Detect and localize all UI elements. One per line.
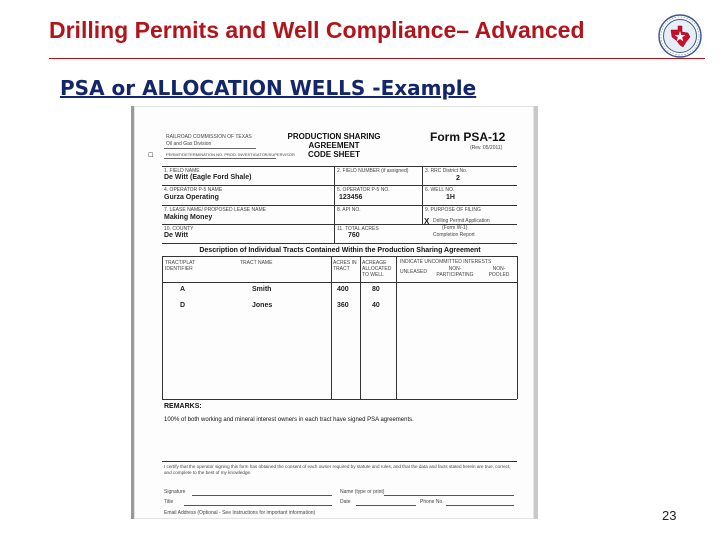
col-tract-identifier: TRACT/PLAT IDENTIFIER xyxy=(165,260,196,272)
col-uncommitted-interests: INDICATE UNCOMMITTED INTERESTS xyxy=(400,259,492,265)
tract-id-cell: D xyxy=(180,302,186,309)
remarks-label: REMARKS: xyxy=(164,403,202,410)
form-checkbox-mark: ☐ xyxy=(148,153,154,159)
field-5-label: 5. OPERATOR P-5 NO. xyxy=(337,187,390,193)
tract-allocated-cell: 80 xyxy=(372,286,380,293)
field-5-value: 123456 xyxy=(339,194,363,201)
field-1-value: De Witt (Eagle Ford Shale) xyxy=(164,174,252,181)
tract-name-cell: Jones xyxy=(252,302,273,309)
title-label: Title xyxy=(164,499,174,505)
slide-title: Drilling Permits and Well Compliance– Advanced xyxy=(49,17,585,43)
form-revision: (Rev. 05/2011) xyxy=(470,145,503,151)
field-11-value: 760 xyxy=(348,232,360,239)
field-7-value: Making Money xyxy=(164,214,213,221)
field-9-option-1: Drilling Permit Application xyxy=(433,218,490,224)
tract-id-cell: A xyxy=(180,286,186,293)
col-unleased: UNLEASED xyxy=(400,269,427,275)
field-9-option-1-note: (Form W-1) xyxy=(442,225,468,231)
tract-name-cell: Smith xyxy=(252,286,272,293)
tract-acres-cell: 360 xyxy=(337,302,349,309)
field-2-label: 2. FIELD NUMBER (if assigned) xyxy=(337,168,409,174)
slide-subtitle: PSA or ALLOCATION WELLS -Example xyxy=(60,76,477,100)
field-6-value: 1H xyxy=(446,194,455,201)
col-non-participating: NON-PARTICIPATING xyxy=(436,266,474,278)
signature-label: Signature xyxy=(164,489,186,495)
field-3-value: 2 xyxy=(456,175,460,182)
agency-line-1: RAILROAD COMMISSION OF TEXAS xyxy=(166,134,252,140)
field-6-label: 6. WELL NO. xyxy=(425,187,455,193)
date-label: Date xyxy=(340,499,351,505)
field-4-value: Gurza Operating xyxy=(164,194,219,201)
field-9-label: 9. PURPOSE OF FILING xyxy=(425,207,481,213)
field-9-option-2: Completion Report xyxy=(433,232,475,238)
col-acres-in-tract: ACRES IN TRACT xyxy=(333,260,357,272)
page-number: 23 xyxy=(662,508,677,523)
field-4-label: 4. OPERATOR P-5 NAME xyxy=(164,187,223,193)
form-name: Form PSA-12 xyxy=(430,130,506,144)
certification-text: I certify that the operator signing this form has obtained the consent of each owner required by statute and rules, and that the data and facts stated herein are true, correct, and complete to the best of my knowledge. xyxy=(164,464,511,475)
tract-acres-cell: 400 xyxy=(337,286,349,293)
col-non-pooled: NON-POOLED xyxy=(488,266,510,278)
agency-line-2: Oil and Gas Division xyxy=(166,141,212,147)
field-7-label: 7. LEASE NAME/ PROPOSED LEASE NAME xyxy=(164,207,266,213)
form-heading-3: CODE SHEET xyxy=(307,150,360,159)
check-mark: X xyxy=(424,217,430,226)
tract-allocated-cell: 40 xyxy=(372,302,380,309)
email-label: Email Address (Optional - See Instructions for important information) xyxy=(164,510,316,516)
field-11-label: 11. TOTAL ACRES xyxy=(337,226,379,232)
railroad-commission-seal-icon xyxy=(658,14,702,58)
col-tract-name: TRACT NAME xyxy=(240,260,273,266)
psa-12-form-image xyxy=(131,106,538,519)
tract-table-title: Description of Individual Tracts Contained Within the Production Sharing Agreement xyxy=(199,247,481,254)
remarks-text: 100% of both working and mineral interest owners in each tract have signed PSA agreements. xyxy=(164,417,414,423)
title-underline-rule xyxy=(49,58,705,59)
field-3-label: 3. RRC District No. xyxy=(425,168,468,174)
field-10-label: 10. COUNTY xyxy=(164,226,194,232)
form-heading-2: AGREEMENT xyxy=(308,141,360,150)
name-label: Name (type or print) xyxy=(340,489,385,495)
form-heading-1: PRODUCTION SHARING xyxy=(287,132,381,141)
field-10-value: De Witt xyxy=(164,232,189,239)
phone-label: Phone No. xyxy=(420,499,444,505)
field-8-label: 8. API NO. xyxy=(337,207,361,213)
col-acreage-allocated: ACREAGE ALLOCATED TO WELL xyxy=(362,260,392,278)
field-1-label: 1. FIELD NAME xyxy=(164,168,200,174)
tracking-label: PERMIT/DETERMINATION NO. PROD. INVESTIGATOR/SUPERVISOR xyxy=(166,152,295,157)
